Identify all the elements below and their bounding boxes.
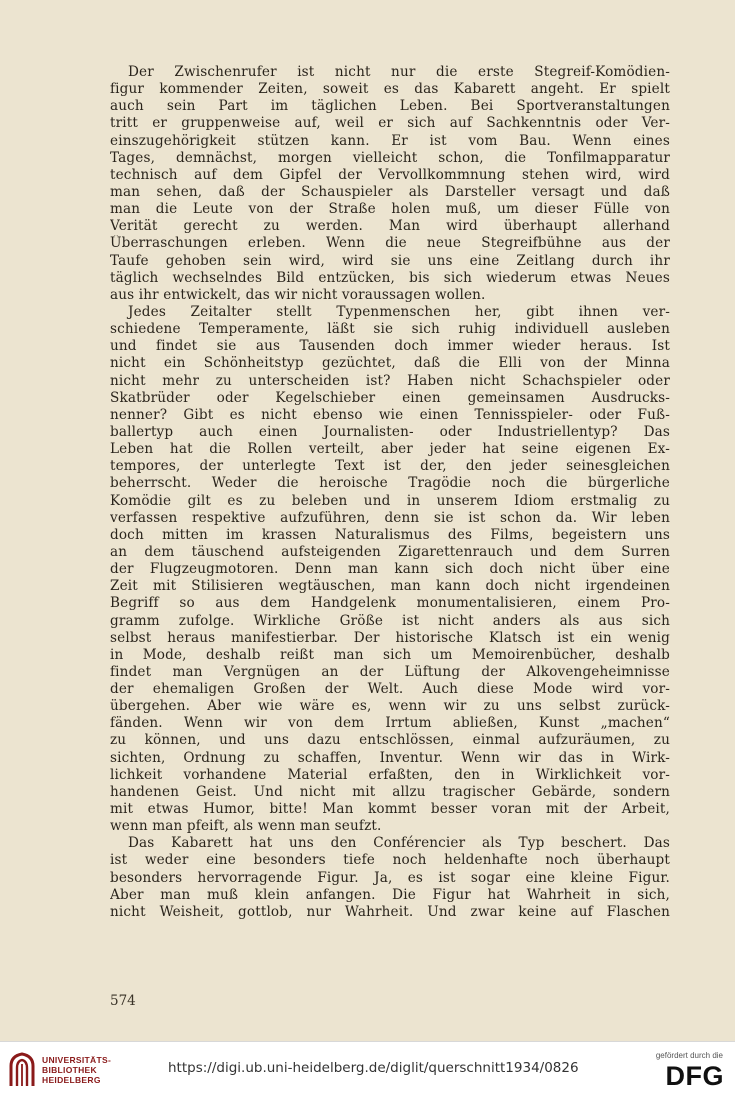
text-line: gramm zufolge. Wirkliche Größe ist nicht anders als aus sich	[110, 612, 670, 629]
text-line: täglich wechselndes Bild entzücken, bis sich wiederum etwas Neues	[110, 269, 670, 286]
library-name-line: HEIDELBERG	[42, 1075, 101, 1085]
text-line: Jedes Zeitalter stellt Typenmenschen her, gibt ihnen ver-	[128, 303, 670, 320]
text-line: Verität gerecht zu werden. Man wird überhaupt allerhand	[110, 218, 670, 235]
text-line: wenn man pfeift, als wenn man seufzt.	[110, 818, 382, 835]
text-line: Leben hat die Rollen verteilt, aber jeder hat seine eigenen Ex-	[110, 441, 670, 458]
text-line: findet man Vergnügen an der Lüftung der Alkovengeheimnisse	[110, 663, 670, 680]
text-line: nenner? Gibt es nicht ebenso wie einen Tennisspieler- oder Fuß-	[110, 406, 670, 423]
text-line: man die Leute von der Straße holen muß, um dieser Fülle von	[110, 201, 670, 218]
text-line: tritt er gruppenweise auf, weil er sich auf Sachkenntnis oder Ver-	[110, 115, 670, 132]
text-line: Zeit mit Stilisieren wegtäuschen, man kann doch nicht irgendeinen	[110, 578, 670, 595]
text-line: ist weder eine besonders tiefe noch heldenhafte noch überhaupt	[110, 852, 670, 869]
text-line: Überraschungen erleben. Wenn die neue Stegreifbühne aus der	[110, 235, 670, 252]
text-line: beherrscht. Weder die heroische Tragödie noch die bürgerliche	[110, 475, 670, 492]
text-line: ballertyp auch einen Journalisten- oder Industriellentyp? Das	[110, 423, 670, 440]
page-number: 574	[110, 993, 136, 1009]
text-line: und findet sie aus Tausenden doch immer wieder heraus. Ist	[110, 338, 670, 355]
text-line: nicht mehr zu unterscheiden ist? Haben nicht Schachspieler oder	[110, 372, 670, 389]
text-line: einszugehörigkeit stützen kann. Er ist vom Bau. Wenn eines	[110, 132, 670, 149]
text-line: man sehen, daß der Schauspieler als Darsteller versagt und daß	[110, 183, 670, 200]
dfg-logo: DFG	[665, 1061, 724, 1091]
text-line: der Flugzeugmotoren. Denn man kann sich doch nicht über eine	[110, 561, 670, 578]
text-line: der ehemaligen Großen der Welt. Auch diese Mode wird vor-	[110, 681, 670, 698]
text-line: Taufe gehoben sein wird, wird sie uns eine Zeitlang durch ihr	[110, 252, 670, 269]
text-line: handenen Geist. Und nicht mit allzu tragischer Gebärde, sondern	[110, 783, 670, 800]
text-line: nicht ein Schönheitstyp gezüchtet, daß die Elli von der Minna	[110, 355, 670, 372]
text-line: Skatbrüder oder Kegelschieber einen gemeinsamen Ausdrucks-	[110, 389, 670, 406]
text-line: doch mitten im krassen Naturalismus des Films, begeistern uns	[110, 526, 670, 543]
text-line: nicht Weisheit, gottlob, nur Wahrheit. Und zwar keine auf Flaschen	[110, 903, 670, 920]
text-line: selbst heraus manifestierbar. Der historische Klatsch ist ein wenig	[110, 629, 670, 646]
text-line: in Mode, deshalb reißt man sich um Memoirenbücher, deshalb	[110, 646, 670, 663]
text-line: sichten, Ordnung zu schaffen, Inventur. Wenn wir das in Wirk-	[110, 749, 670, 766]
document-url-link[interactable]: https://digi.ub.uni-heidelberg.de/diglit/querschnitt1934/0826	[168, 1060, 579, 1076]
text-line: verfassen respektive aufzuführen, denn sie ist schon da. Wir leben	[110, 509, 670, 526]
text-line: Begriff so aus dem Handgelenk monumentalisieren, einem Pro-	[110, 595, 670, 612]
text-line: Aber man muß klein anfangen. Die Figur hat Wahrheit in sich,	[110, 886, 670, 903]
text-line: Das Kabarett hat uns den Conférencier als Typ beschert. Das	[128, 835, 670, 852]
text-line: technisch auf dem Gipfel der Vervollkommnung stehen wird, wird	[110, 166, 670, 183]
text-line: fänden. Wenn wir von dem Irrtum abließen, Kunst „machen“	[110, 715, 670, 732]
text-line: Tages, demnächst, morgen vielleicht schon, die Tonfilmapparatur	[110, 149, 670, 166]
text-line: lichkeit vorhandene Material erfaßten, den in Wirklichkeit vor-	[110, 766, 670, 783]
text-line: übergehen. Aber wie wäre es, wenn wir zu uns selbst zurück-	[110, 698, 670, 715]
text-line: tempores, der unterlegte Text ist der, den jeder seinesgleichen	[110, 458, 670, 475]
viewer-footer	[0, 1041, 735, 1098]
library-name-line: BIBLIOTHEK	[42, 1065, 97, 1075]
text-line: figur kommender Zeiten, soweit es das Kabarett angeht. Er spielt	[110, 81, 670, 98]
text-line: besonders hervorragende Figur. Ja, es ist sogar eine kleine Figur.	[110, 869, 670, 886]
text-line: Der Zwischenrufer ist nicht nur die erste Stegreif-Komödien-	[128, 64, 670, 80]
text-line: an dem täuschend aufsteigenden Zigarettenrauch und dem Surren	[110, 543, 670, 560]
text-line: Komödie gilt es zu beleben und in unserem Idiom erstmalig zu	[110, 492, 670, 509]
library-name	[42, 1055, 111, 1085]
text-line: mit etwas Humor, bitte! Man kommt besser voran mit der Arbeit,	[110, 801, 670, 818]
text-line: aus ihr entwickelt, das wir nicht voraussagen wollen.	[110, 286, 486, 303]
funded-by-label: gefördert durch die	[655, 1051, 723, 1060]
text-line: zu können, und uns dazu entschlössen, einmal aufzuräumen, zu	[110, 732, 670, 749]
text-line: auch sein Part im täglichen Leben. Bei Sportveranstaltungen	[110, 98, 670, 115]
page-body-text	[110, 64, 670, 921]
library-logo-icon	[8, 1052, 36, 1088]
text-line: schiedene Temperamente, läßt sie sich ruhig individuell ausleben	[110, 321, 670, 338]
library-name-line: UNIVERSITÄTS-	[42, 1055, 112, 1065]
